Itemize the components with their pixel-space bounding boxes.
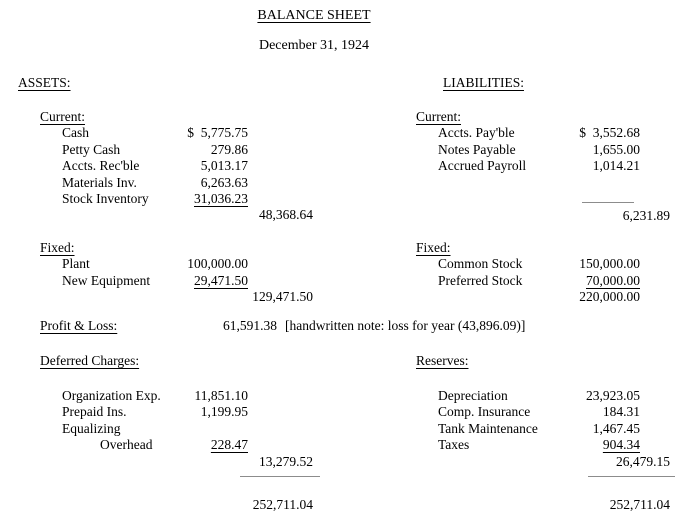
assets-current-total: 48,368.64 — [259, 207, 313, 223]
profit-loss-amount: 61,591.38 — [223, 318, 277, 333]
item-amount — [150, 421, 248, 437]
section-heading-row — [416, 240, 640, 256]
table-row — [40, 273, 313, 289]
table-row — [416, 421, 670, 437]
document-title-wrap — [0, 8, 628, 24]
liabilities-current-section — [416, 109, 670, 224]
item-label: Plant — [62, 256, 90, 272]
assets-grand-total: 252,711.04 — [252, 497, 313, 512]
item-label: Comp. Insurance — [438, 404, 531, 420]
assets-heading-wrap — [18, 75, 71, 91]
item-amount: 1,655.00 — [592, 141, 640, 157]
table-row — [40, 256, 313, 272]
item-label: Equalizing — [62, 420, 121, 436]
liabilities-grand-total-rule — [588, 476, 675, 477]
deferred-charges-heading: Deferred Charges: — [40, 353, 140, 368]
liabilities-fixed-total: 220,000.00 — [579, 289, 640, 305]
item-amount: 5,013.17 — [200, 158, 248, 174]
item-amount: 11,851.10 — [194, 388, 248, 403]
deferred-charges-total: 13,279.52 — [259, 453, 313, 469]
table-row — [416, 256, 640, 272]
profit-loss-row — [40, 318, 525, 334]
item-amount: $ 3,552.68 — [579, 125, 640, 141]
item-label: Cash — [62, 125, 89, 141]
item-amount: 184.31 — [602, 404, 640, 420]
assets-fixed-section — [40, 240, 313, 306]
liabilities-current-heading: Current: — [416, 109, 461, 124]
item-amount: 6,263.63 — [200, 174, 248, 190]
reserves-heading: Reserves: — [416, 353, 469, 368]
item-amount: 150,000.00 — [579, 256, 640, 272]
item-label: Common Stock — [438, 256, 523, 272]
item-amount-underlined: 70,000.00 — [586, 272, 640, 288]
table-row — [416, 142, 670, 158]
item-label: Materials Inv. — [62, 174, 137, 190]
document-date-wrap — [0, 38, 628, 54]
item-amount: 1,199.95 — [200, 404, 248, 420]
item-label: Stock Inventory — [62, 190, 149, 206]
deferred-charges-heading-wrap — [40, 353, 139, 369]
item-label: Organization Exp. — [62, 388, 161, 403]
item-label: Accts. Pay'ble — [438, 125, 515, 141]
liabilities-fixed-section — [416, 240, 640, 306]
profit-loss-heading: Profit & Loss: — [40, 318, 118, 333]
table-row — [416, 273, 640, 289]
item-label: New Equipment — [62, 272, 151, 288]
section-heading-row — [40, 109, 313, 125]
item-label: Tank Maintenance — [438, 420, 538, 436]
table-row — [416, 404, 670, 420]
table-row — [40, 437, 313, 453]
item-label: Accts. Rec'ble — [62, 158, 140, 174]
table-row — [416, 437, 670, 453]
table-row — [416, 158, 670, 174]
assets-current-heading: Current: — [40, 109, 85, 124]
item-amount: 23,923.05 — [586, 388, 640, 403]
table-row — [40, 421, 313, 437]
item-label: Petty Cash — [62, 141, 121, 157]
item-label: Overhead — [100, 437, 153, 453]
item-amount: 279.86 — [210, 141, 248, 157]
assets-fixed-total: 129,471.50 — [252, 289, 313, 305]
item-label: Notes Payable — [438, 141, 516, 157]
liabilities-grand-total: 252,711.04 — [609, 497, 670, 512]
document-title: BALANCE SHEET — [257, 8, 371, 23]
liabilities-heading-wrap — [443, 75, 524, 91]
liabilities-heading: LIABILITIES: — [443, 75, 524, 90]
assets-heading: ASSETS: — [18, 75, 71, 90]
table-row — [40, 125, 313, 141]
reserves-section — [416, 388, 670, 470]
deferred-charges-section — [40, 388, 313, 470]
section-heading-row — [416, 109, 670, 125]
profit-loss-note: [handwritten note: loss for year (43,896.09)] — [285, 318, 526, 333]
item-amount-underlined: 228.47 — [210, 437, 248, 453]
assets-fixed-heading: Fixed: — [40, 240, 75, 255]
section-heading-row — [40, 240, 313, 256]
table-row — [40, 175, 313, 191]
item-label: Preferred Stock — [438, 272, 523, 288]
table-row — [40, 191, 313, 207]
table-row — [416, 388, 670, 404]
assets-grand-total-rule — [240, 476, 320, 477]
item-amount: 1,014.21 — [592, 158, 640, 174]
reserves-total: 26,479.15 — [616, 453, 670, 469]
reserves-heading-wrap — [416, 353, 468, 369]
liabilities-fixed-heading: Fixed: — [416, 240, 451, 255]
liabilities-current-total-rule — [582, 202, 634, 203]
table-row — [416, 125, 670, 141]
item-amount: 100,000.00 — [187, 256, 248, 272]
table-row — [40, 142, 313, 158]
item-label: Prepaid Ins. — [62, 404, 127, 420]
item-amount-underlined: 904.34 — [602, 437, 640, 453]
item-amount-underlined: 29,471.50 — [194, 272, 248, 288]
table-row — [40, 158, 313, 174]
liabilities-current-total: 6,231.89 — [622, 207, 670, 223]
item-amount: $ 5,775.75 — [187, 125, 248, 141]
item-label: Accrued Payroll — [438, 158, 527, 174]
item-label: Depreciation — [438, 388, 508, 403]
item-amount: 1,467.45 — [592, 420, 640, 436]
item-amount-underlined: 31,036.23 — [194, 190, 248, 206]
table-row — [40, 404, 313, 420]
document-date: December 31, 1924 — [258, 38, 370, 53]
item-label: Taxes — [438, 437, 470, 453]
table-row — [40, 388, 313, 404]
assets-current-section — [40, 109, 313, 224]
